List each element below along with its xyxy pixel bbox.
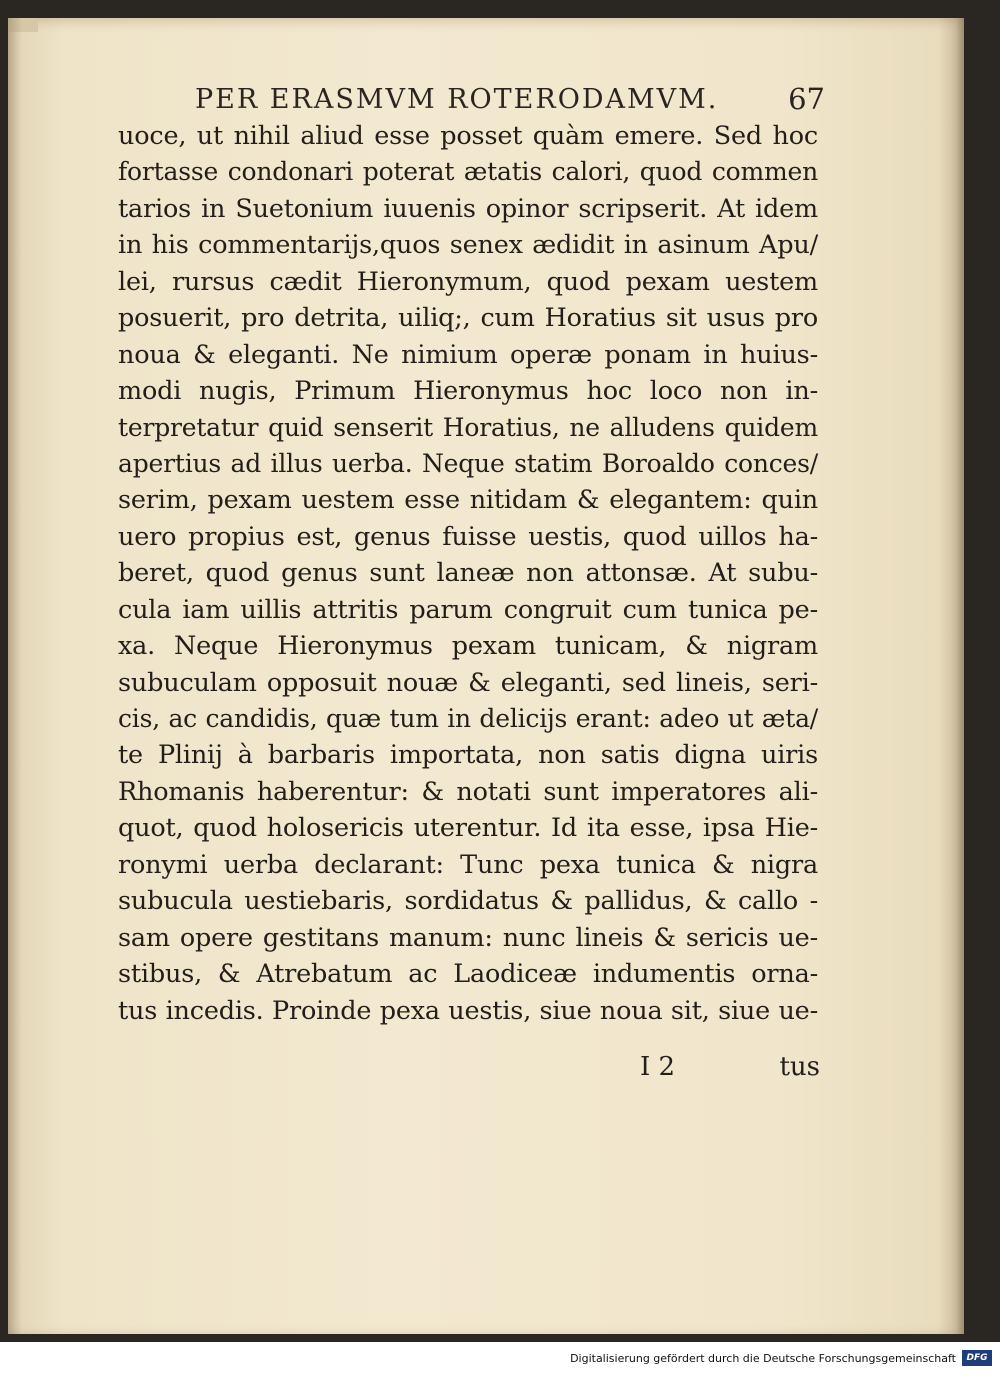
text-line: noua & eleganti. Ne nimium operæ ponam in huius- (118, 339, 818, 370)
folio-number: 67 (788, 82, 825, 116)
text-line: subuculam opposuit nouæ & eleganti, sed lineis, seri- (118, 667, 818, 698)
page-edge-shadow (938, 18, 964, 1334)
text-line: beret, quod genus sunt laneæ non attonsæ. At subu- (118, 558, 818, 589)
running-title: PER ERASMVM ROTERODAMVM. (195, 84, 719, 115)
text-line: uero propius est, genus fuisse uestis, quod uillos ha- (118, 521, 818, 552)
text-line: te Plinij à barbaris importata, non satis digna uiris (118, 740, 818, 771)
signature-mark: I 2 (640, 1052, 676, 1082)
text-line: tarios in Suetonium iuuenis opinor scripserit. At idem (118, 193, 818, 224)
text-line: serim, pexam uestem esse nitidam & elegantem: quin (118, 485, 818, 516)
text-line: fortasse condonari poterat ætatis calori, quod commen (118, 157, 818, 187)
text-line: ronymi uerba declarant: Tunc pexa tunica & nigra (118, 849, 818, 880)
text-line: cis, ac candidis, quæ tum in delicijs erant: adeo ut æta/ (118, 704, 818, 733)
running-head (185, 80, 835, 120)
text-line: Rhomanis haberentur: & notati sunt imperatores ali- (118, 776, 818, 807)
text-line: xa. Neque Hieronymus pexam tunicam, & nigram (118, 631, 818, 662)
text-line: apertius ad illus uerba. Neque statim Boroaldo conces/ (118, 448, 818, 478)
body-text (118, 118, 818, 1029)
text-line: cula iam uillis attritis parum congruit cum tunica pe- (118, 594, 818, 625)
page-footer (640, 1052, 820, 1092)
text-line: subucula uestiebaris, sordidatus & pallidus, & callo - (118, 886, 818, 917)
text-line: sam opere gestitans manum: nunc lineis & sericis ue- (118, 922, 818, 953)
credit-bar (0, 1342, 1000, 1378)
catchword: tus (779, 1052, 820, 1082)
dfg-logo-icon: DFG (962, 1350, 992, 1366)
text-line: tus incedis. Proinde pexa uestis, siue noua sit, siue ue- (118, 995, 818, 1026)
text-line: uoce, ut nihil aliud esse posset quàm emere. Sed hoc (118, 121, 818, 151)
text-line: modi nugis, Primum Hieronymus hoc loco non in- (118, 376, 818, 407)
page-gutter-shadow (8, 18, 22, 1334)
text-line: in his commentarijs,quos senex ædidit in asinum Apu/ (118, 230, 818, 261)
text-line: quot, quod holosericis uterentur. Id ita esse, ipsa Hie- (118, 813, 818, 844)
text-line: lei, rursus cædit Hieronymum, quod pexam uestem (118, 266, 818, 297)
text-line: stibus, & Atrebatum ac Laodiceæ indumentis orna- (118, 959, 818, 990)
text-line: posuerit, pro detrita, uiliq;, cum Horatius sit usus pro (118, 303, 818, 334)
text-line: terpretatur quid senserit Horatius, ne alludens quidem (118, 412, 818, 442)
funding-credit: Digitalisierung gefördert durch die Deutsche Forschungsgemeinschaft (570, 1352, 956, 1365)
